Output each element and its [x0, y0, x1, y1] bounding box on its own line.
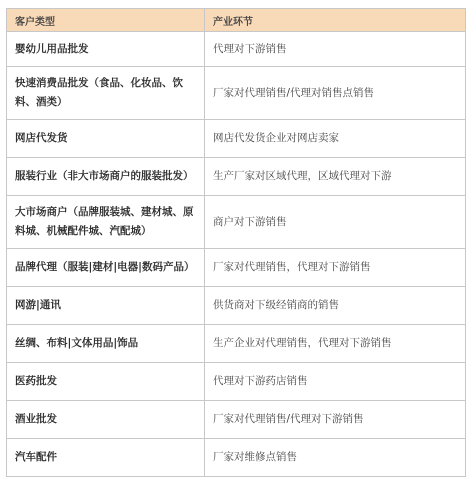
- customer-type-cell: 网店代发货: [7, 120, 205, 158]
- header-industry-stage: 产业环节: [205, 9, 466, 32]
- customer-type-cell: 品牌代理（服装|建材|电器|数码产品）: [7, 249, 205, 287]
- table-row: [7, 325, 466, 363]
- table-row: [7, 120, 466, 158]
- customer-type-document: [6, 8, 465, 477]
- table-header-row: [7, 9, 466, 32]
- table-row: [7, 158, 466, 196]
- industry-stage-cell: 厂家对维修点销售: [205, 439, 466, 477]
- customer-type-cell: 网游|通讯: [7, 287, 205, 325]
- industry-stage-cell: 厂家对代理销售，代理对下游销售: [205, 249, 466, 287]
- industry-stage-cell: 商户对下游销售: [205, 196, 466, 249]
- table-row: [7, 196, 466, 249]
- industry-stage-cell: 厂家对代理销售/代理对下游销售: [205, 401, 466, 439]
- customer-type-cell: 医药批发: [7, 363, 205, 401]
- industry-stage-cell: 生产企业对代理销售，代理对下游销售: [205, 325, 466, 363]
- table-row: [7, 287, 466, 325]
- industry-stage-cell: 供货商对下级经销商的销售: [205, 287, 466, 325]
- customer-type-cell: 酒业批发: [7, 401, 205, 439]
- customer-type-cell: 丝绸、布料|文体用品|饰品: [7, 325, 205, 363]
- table-row: [7, 363, 466, 401]
- industry-stage-cell: 网店代发货企业对网店卖家: [205, 120, 466, 158]
- header-customer-type: 客户类型: [7, 9, 205, 32]
- table-row: [7, 32, 466, 67]
- customer-type-cell: 汽车配件: [7, 439, 205, 477]
- industry-stage-cell: 代理对下游药店销售: [205, 363, 466, 401]
- customer-type-cell: 服装行业（非大市场商户的服装批发）: [7, 158, 205, 196]
- customer-type-cell: 婴幼儿用品批发: [7, 32, 205, 67]
- customer-type-cell: 快速消费品批发（食品、化妆品、饮料、酒类）: [7, 67, 205, 120]
- industry-stage-cell: 生产厂家对区域代理，区域代理对下游: [205, 158, 466, 196]
- industry-stage-cell: 代理对下游销售: [205, 32, 466, 67]
- table-row: [7, 401, 466, 439]
- industry-stage-cell: 厂家对代理销售/代理对销售点销售: [205, 67, 466, 120]
- table-row: [7, 67, 466, 120]
- customer-industry-table: [6, 8, 466, 477]
- table-row: [7, 249, 466, 287]
- customer-type-cell: 大市场商户（品牌服装城、建材城、原料城、机械配件城、汽配城）: [7, 196, 205, 249]
